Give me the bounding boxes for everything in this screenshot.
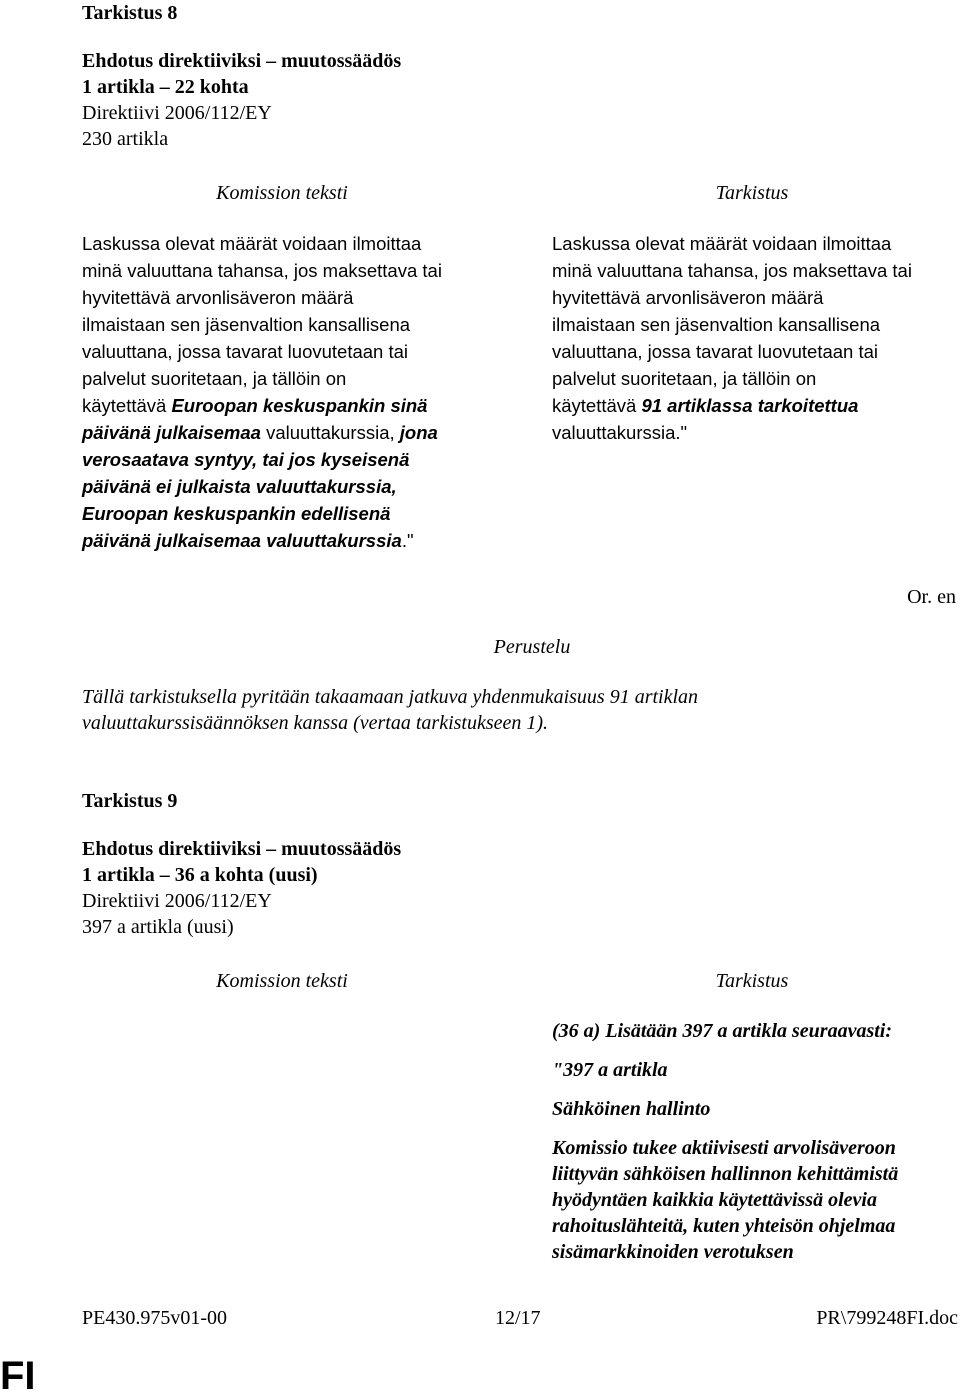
text-line: hyvitettävä arvonlisäveron määrä bbox=[552, 287, 824, 308]
text-line bbox=[82, 527, 442, 554]
amendment-9-proposal: Ehdotus direktiiviksi – muutossäädös bbox=[82, 838, 402, 860]
text-line: valuuttana, jossa tavarat luovutetaan tai bbox=[552, 341, 879, 362]
text-line: minä valuuttana tahansa, jos maksettava tai bbox=[82, 260, 442, 281]
amendment-8-commission-text bbox=[82, 230, 442, 554]
text-run: ." bbox=[401, 530, 414, 551]
text-line bbox=[82, 392, 442, 419]
original-language: Or. en bbox=[907, 586, 956, 608]
amendment-9-title: Tarkistus 9 bbox=[82, 790, 178, 812]
deleted-text-line: päivänä ei julkaista valuuttakurssia, bbox=[82, 476, 397, 497]
footer-file-name: PR\799248FI.doc bbox=[816, 1307, 958, 1329]
amendment-9-article-heading: "397 a artikla bbox=[552, 1059, 668, 1081]
text-run: valuuttakurssia, bbox=[260, 422, 400, 443]
amendment-9-directive: Direktiivi 2006/112/EY bbox=[82, 890, 272, 912]
footer-page-number: 12/17 bbox=[495, 1307, 541, 1329]
amendment-9-amended-text bbox=[552, 1135, 898, 1265]
amendment-9-article-point: 1 artikla – 36 a kohta (uusi) bbox=[82, 864, 318, 886]
text-line: Tällä tarkistuksella pyritään takaamaan jatkuva yhdenmukaisuus 91 artiklan bbox=[82, 686, 699, 708]
text-run: käytettävä bbox=[552, 395, 642, 416]
text-run: käytettävä bbox=[82, 395, 172, 416]
text-line: minä valuuttana tahansa, jos maksettava tai bbox=[552, 260, 912, 281]
deleted-text-run: Euroopan keskuspankin sinä bbox=[171, 395, 428, 416]
text-line: Laskussa olevat määrät voidaan ilmoittaa bbox=[82, 233, 422, 254]
text-line: Laskussa olevat määrät voidaan ilmoittaa bbox=[552, 233, 892, 254]
text-line: sisämarkkinoiden verotuksen bbox=[552, 1241, 794, 1263]
deleted-text-line: verosaatava syntyy, tai jos kyseisenä bbox=[82, 449, 410, 470]
text-line: Komissio tukee aktiivisesti arvolisäveroon bbox=[552, 1137, 896, 1159]
amendment-8-amendment-header: Tarkistus bbox=[715, 182, 789, 204]
language-code: FI bbox=[0, 1354, 36, 1398]
amendment-8-commission-header: Komission teksti bbox=[216, 182, 348, 204]
footer-doc-ref: PE430.975v01-00 bbox=[82, 1307, 227, 1329]
amendment-9-commission-header: Komission teksti bbox=[216, 970, 348, 992]
inserted-text-run: 91 artiklassa tarkoitettua bbox=[641, 395, 859, 416]
text-line: ilmaistaan sen jäsenvaltion kansallisena bbox=[82, 314, 411, 335]
amendment-8-article-point: 1 artikla – 22 kohta bbox=[82, 76, 249, 98]
text-line: hyvitettävä arvonlisäveron määrä bbox=[82, 287, 354, 308]
amendment-8-amended-text bbox=[552, 230, 912, 446]
text-line: ilmaistaan sen jäsenvaltion kansallisena bbox=[552, 314, 881, 335]
deleted-text-run: päivänä julkaisemaa valuuttakurssia bbox=[82, 530, 402, 551]
amendment-8-article: 230 artikla bbox=[82, 128, 169, 150]
amendment-9-amendment-header: Tarkistus bbox=[715, 970, 789, 992]
text-line: valuuttana, jossa tavarat luovutetaan tai bbox=[82, 341, 409, 362]
text-line: liittyvän sähköisen hallinnon kehittämistä bbox=[552, 1163, 899, 1185]
amendment-8-directive: Direktiivi 2006/112/EY bbox=[82, 102, 272, 124]
amendment-9-insertion-line bbox=[552, 1018, 892, 1044]
amendment-8-proposal: Ehdotus direktiiviksi – muutossäädös bbox=[82, 50, 402, 72]
amendment-9-article: 397 a artikla (uusi) bbox=[82, 916, 234, 938]
deleted-text-run: päivänä julkaisemaa bbox=[82, 422, 261, 443]
text-line: valuuttakurssia." bbox=[552, 422, 688, 443]
text-line: hyödyntäen kaikkia käytettävissä olevia bbox=[552, 1189, 877, 1211]
text-line: palvelut suoritetaan, ja tällöin on bbox=[82, 368, 347, 389]
inserted-text-run: (36 a) Lisätään 397 a artikla seuraavasti: bbox=[552, 1020, 893, 1042]
amendment-9-article-title: Sähköinen hallinto bbox=[552, 1098, 711, 1120]
text-line bbox=[552, 392, 912, 419]
justification-header: Perustelu bbox=[493, 636, 571, 658]
text-line: rahoituslähteitä, kuten yhteisön ohjelmaa bbox=[552, 1215, 896, 1237]
deleted-text-line: Euroopan keskuspankin edellisenä bbox=[82, 503, 391, 524]
justification-text bbox=[82, 684, 698, 736]
deleted-text-run: jona bbox=[399, 422, 438, 443]
text-line: palvelut suoritetaan, ja tällöin on bbox=[552, 368, 817, 389]
text-line bbox=[82, 419, 442, 446]
text-line: valuuttakurssisäännöksen kanssa (vertaa tarkistukseen 1). bbox=[82, 712, 549, 734]
amendment-8-title: Tarkistus 8 bbox=[82, 2, 178, 24]
